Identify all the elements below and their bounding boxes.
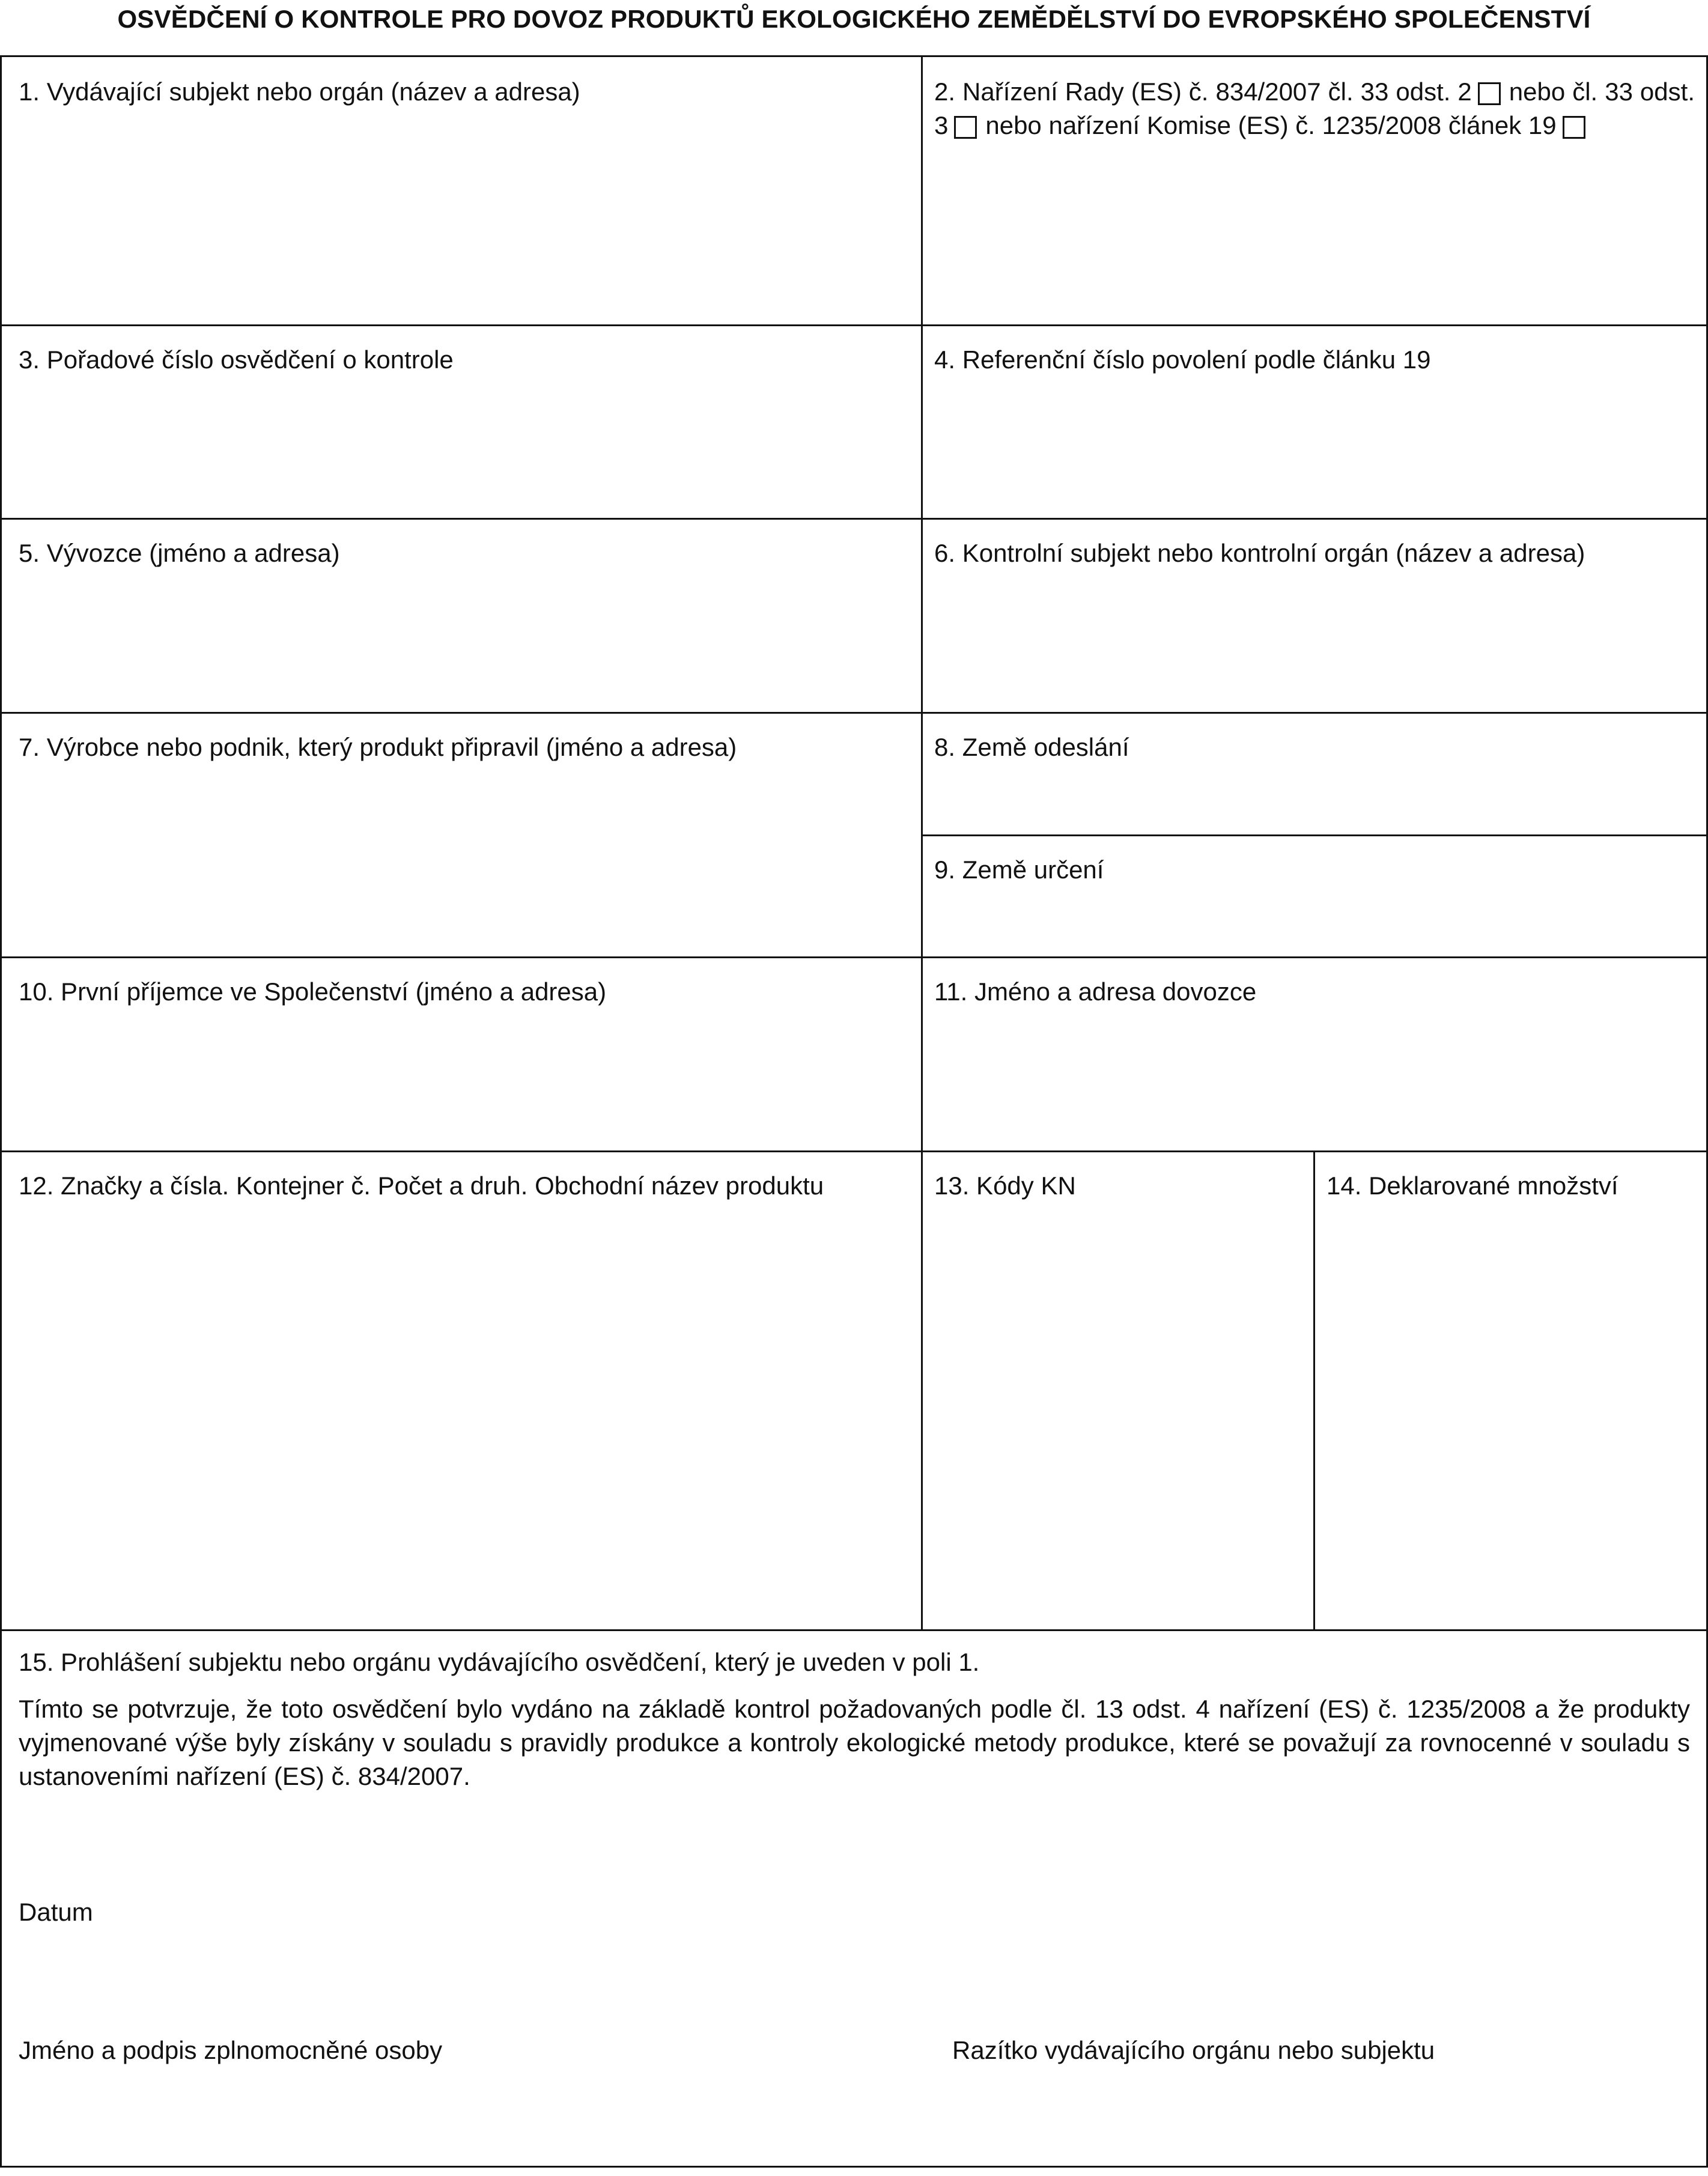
date-label: Datum — [19, 1898, 93, 1926]
field-3-label: 3. Pořadové číslo osvědčení o kontrole — [19, 345, 454, 374]
column-divider — [921, 57, 923, 1629]
field-15-heading: 15. Prohlášení subjektu nebo orgánu vydávajícího osvědčení, který je uveden v poli 1. — [19, 1648, 980, 1676]
row-divider — [2, 518, 1706, 520]
field-9-label: 9. Země určení — [934, 856, 1104, 884]
field-8-label: 8. Země odeslání — [934, 733, 1129, 761]
field-10-label: 10. První příjemce ve Společenství (jméno a adresa) — [19, 977, 607, 1006]
checkbox-art19[interactable] — [1563, 116, 1585, 139]
field-2-label — [934, 75, 1695, 142]
row-divider — [2, 1629, 1706, 1631]
signature-label: Jméno a podpis zplnomocněné osoby — [19, 2036, 443, 2064]
field-4-label: 4. Referenční číslo povolení podle článku 19 — [934, 345, 1431, 374]
checkbox-art33-par2[interactable] — [1478, 82, 1501, 105]
field-15-declaration-text: Tímto se potvrzuje, že toto osvědčení bylo vydáno na základě kontrol požadovaných podle čl. 13 odst. 4 nařízení (ES) č. 1235/2008 a že produkty vyjmenované výše byly získány v souladu s pravidly produkce a kontroly ekologické metody produkce, které se považují za rovnocenné v souladu s ustanoveními nařízení (ES) č. 834/2007. — [19, 1695, 1690, 1790]
form-title: OSVĚDČENÍ O KONTROLE PRO DOVOZ PRODUKTŮ EKOLOGICKÉHO ZEMĚDĚLSTVÍ DO EVROPSKÉHO SPOLEČENSTVÍ — [117, 5, 1591, 33]
field-14-label: 14. Deklarované množství — [1327, 1172, 1618, 1200]
field-7-label: 7. Výrobce nebo podnik, který produkt připravil (jméno a adresa) — [19, 733, 737, 761]
field-13-label: 13. Kódy KN — [934, 1172, 1076, 1200]
row-divider — [2, 324, 1706, 326]
row-divider — [2, 1150, 1706, 1152]
field-5-label: 5. Vývozce (jméno a adresa) — [19, 539, 340, 567]
stamp-label: Razítko vydávajícího orgánu nebo subjektu — [952, 2036, 1435, 2064]
field-1-label: 1. Vydávající subjekt nebo orgán (název a adresa) — [19, 77, 580, 106]
column-divider — [1313, 1150, 1315, 1629]
field-6-label: 6. Kontrolní subjekt nebo kontrolní orgán (název a adresa) — [934, 539, 1585, 567]
certificate-form — [0, 55, 1708, 2168]
field-2-text-part3: nebo nařízení Komise (ES) č. 1235/2008 článek 19 — [985, 111, 1557, 139]
field-2-text-part1: 2. Nařízení Rady (ES) č. 834/2007 čl. 33 odst. 2 — [934, 77, 1472, 106]
field-12-label: 12. Značky a čísla. Kontejner č. Počet a druh. Obchodní název produktu — [19, 1172, 824, 1200]
row-divider — [922, 834, 1706, 836]
row-divider — [2, 712, 1706, 714]
checkbox-art33-par3[interactable] — [954, 116, 977, 139]
field-11-label: 11. Jméno a adresa dovozce — [934, 977, 1257, 1006]
field-2-text-part2: nebo čl. 33 odst. 3 — [934, 77, 1695, 139]
row-divider — [2, 956, 1706, 958]
